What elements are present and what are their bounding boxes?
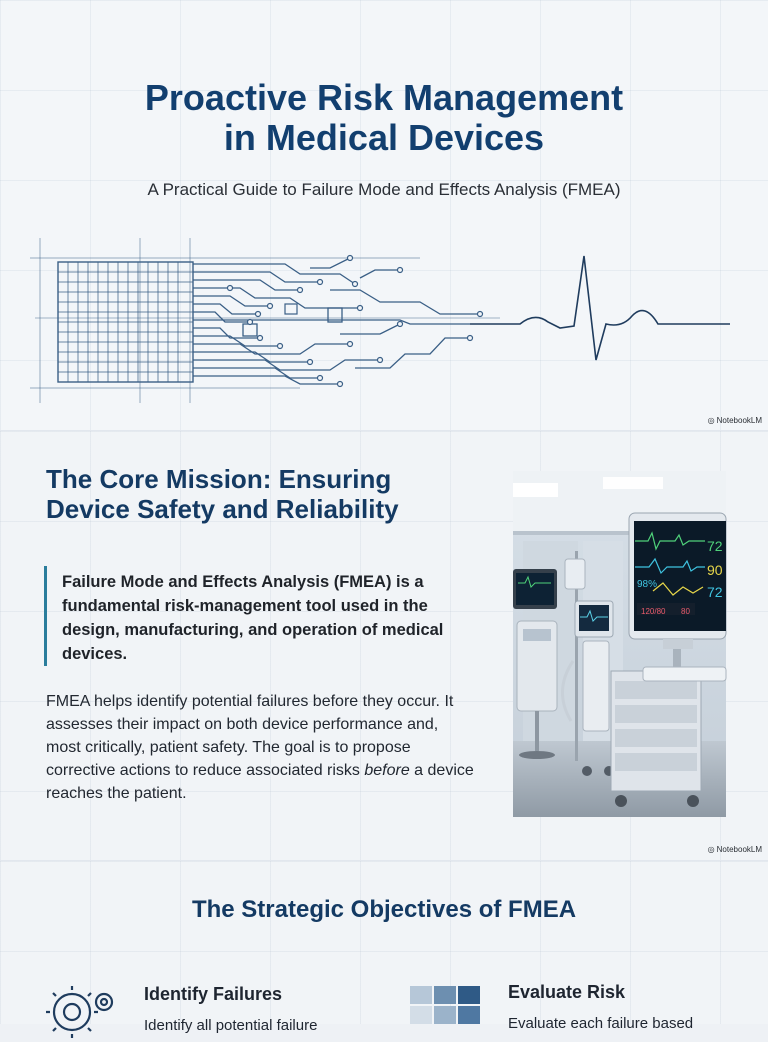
bp-secondary-reading: 80: [681, 607, 690, 616]
main-title: [0, 78, 768, 158]
grid-icon: [410, 982, 490, 1042]
objective-heading: Evaluate Risk: [508, 982, 626, 1002]
monitor-reading-1: 72: [707, 538, 723, 554]
circuit-heartbeat-illustration: [0, 228, 768, 408]
objective-description: Identify all potential failure: [144, 1017, 318, 1034]
title-slide: [0, 0, 768, 430]
subtitle: A Practical Guide to Failure Mode and Effects Analysis (FMEA): [147, 180, 621, 199]
notebooklm-icon: ◎: [707, 416, 715, 425]
gear-icon: [46, 982, 118, 1042]
core-mission-heading-line1: The Core Mission: Ensuring: [46, 464, 392, 494]
core-mission-heading: [46, 464, 466, 524]
notebooklm-badge: [708, 416, 762, 425]
monitor-reading-3: 72: [707, 584, 723, 600]
objective-heading: Identify Failures: [144, 984, 283, 1004]
fmea-description-emphasis: before: [364, 762, 410, 779]
objectives-heading: The Strategic Objectives of FMEA: [191, 896, 577, 923]
fmea-description: [46, 690, 476, 805]
fmea-description-end: a device reaches the patient.: [46, 762, 474, 802]
main-title-line1: Proactive Risk Management: [144, 77, 624, 118]
hospital-room-photo: [513, 471, 726, 817]
objective-description: Evaluate each failure based: [508, 1015, 694, 1032]
monitor-reading-2: 90: [707, 562, 723, 578]
notebooklm-label: NotebookLM: [716, 845, 762, 854]
notebooklm-icon: ◎: [707, 845, 715, 854]
fmea-description-start: FMEA helps identify potential failures before they occur. It assesses their impact on both device performance and, most critically, patient safety. The goal is to propose corrective actions to reduce associated risks: [46, 693, 454, 779]
quote-accent-bar: [44, 566, 47, 666]
notebooklm-label: NotebookLM: [716, 416, 762, 425]
hospital-room-illustration: [513, 471, 726, 817]
core-mission-heading-line2: Device Safety and Reliability: [46, 494, 399, 524]
fmea-definition-quote: Failure Mode and Effects Analysis (FMEA) is a fundamental risk-management tool used in the design, manufacturing, and operation of medical devices.: [62, 573, 444, 663]
bp-reading: 120/80: [641, 607, 666, 616]
notebooklm-badge-2: [708, 845, 762, 854]
spo2-reading: 98%: [637, 579, 658, 590]
main-title-line2: in Medical Devices: [223, 117, 545, 158]
